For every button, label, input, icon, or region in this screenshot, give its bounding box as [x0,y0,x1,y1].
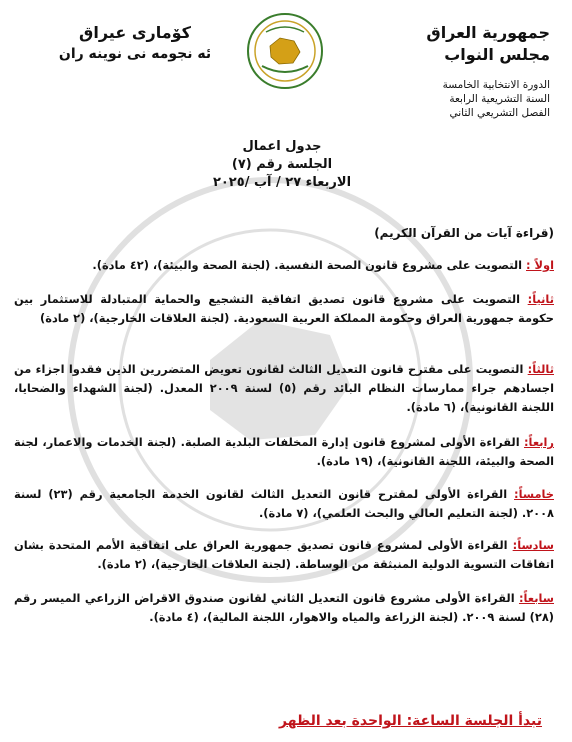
council-name-kurdish: ئه نجومه نى نوينه ران [58,46,212,62]
agenda-item-label: اولاً : [526,258,554,272]
agenda-item-label: خامساً: [514,487,554,501]
agenda-item-label: ثانياً: [527,292,554,306]
agenda-item-text: التصويت على مشروع قانون الصحة النفسية. (لجنة الصحة والبيئة)، (٤٢ مادة). [92,258,526,272]
electoral-term: الدورة الانتخابية الخامسة [442,79,550,91]
header-left [40,22,230,64]
agenda-item-text: القراءة الأولى لمقترح قانون التعديل الثالث لقانون الخدمة الجامعية رقم (٢٣) لسنة ٢٠٠٨. (لجنة التعليم العالي والبحث العلمي)، (٧ مادة). [14,487,554,520]
agenda-item [14,360,554,417]
agenda-item [14,256,554,275]
agenda-item-text: القراءة الأولى مشروع قانون التعديل الثاني لقانون صندوق الاقراض الزراعي الميسر رقم (٢٨) لسنة ٢٠٠٩. (لجنة الزراعة والمياه والاهوار، اللجنة المالية)، (٤ مادة). [14,591,554,624]
legislative-term: الفصل التشريعي الثاني [449,107,550,119]
agenda-item-text: التصويت على مشروع قانون تصديق اتفاقية التشجيع والحماية المتبادلة للاستثمار بين حكومة جمهورية العراق وحكومة المملكة العربية السعودية. (لجنة العلاقات الخارجية)، (٢ مادة) [14,292,554,325]
header-right [360,22,550,120]
parliament-emblem-icon [246,12,324,90]
country-name: جمهورية العراق [426,23,550,42]
legislative-year: السنة التشريعية الرابعة [449,93,550,105]
agenda-item-text: القراءة الأولى لمشروع قانون إدارة المخلفات البلدية الصلبة. (لجنة الخدمات والاعمار، لجنة الصحة والبيئة، اللجنة القانونية)، (١٩ مادة). [14,435,554,468]
agenda-item-label: سابعاً: [518,591,554,605]
session-date: الاربعاء ٢٧ / آب /٢٠٢٥ [212,175,352,190]
agenda-item [14,589,554,627]
session-start-time: تبدأ الجلسة الساعة: الواحدة بعد الظهر [279,713,542,729]
council-name: مجلس النواب [444,45,550,64]
session-number: الجلسة رقم (٧) [231,157,333,172]
agenda-item [14,433,554,471]
quran-reading: (قراءة آيات من القرآن الكريم) [374,226,554,240]
session-info [182,138,382,192]
agenda-item [14,536,554,574]
agenda-item-label: سادساً: [512,538,554,552]
agenda-title: جدول اعمال [242,139,322,154]
agenda-item [14,485,554,523]
agenda-item-text: التصويت على مقترح قانون التعديل الثالث لقانون تعويض المتضررين الذين فقدوا اجزاء من اجسادهم جراء ممارسات النظام البائد رقم (٥) لسنة ٢٠٠٩ المعدل. (لجنة الشهداء والضحايا، اللجنة القانونية)، (٦ مادة). [14,362,554,414]
country-name-kurdish: كۆمارى عيراق [79,23,191,42]
agenda-item-text: القراءة الأولى لمشروع قانون تصديق جمهورية العراق على اتفاقية الأمم المتحدة بشان اتفاقات التسوية الدولية المنبثقة من الوساطة. (لجنة العلاقات الخارجية)، (٢ مادة). [14,538,554,571]
agenda-item-label: ثالثاً: [527,362,554,376]
agenda-item [14,290,554,328]
agenda-item-label: رابعاً: [523,435,554,449]
